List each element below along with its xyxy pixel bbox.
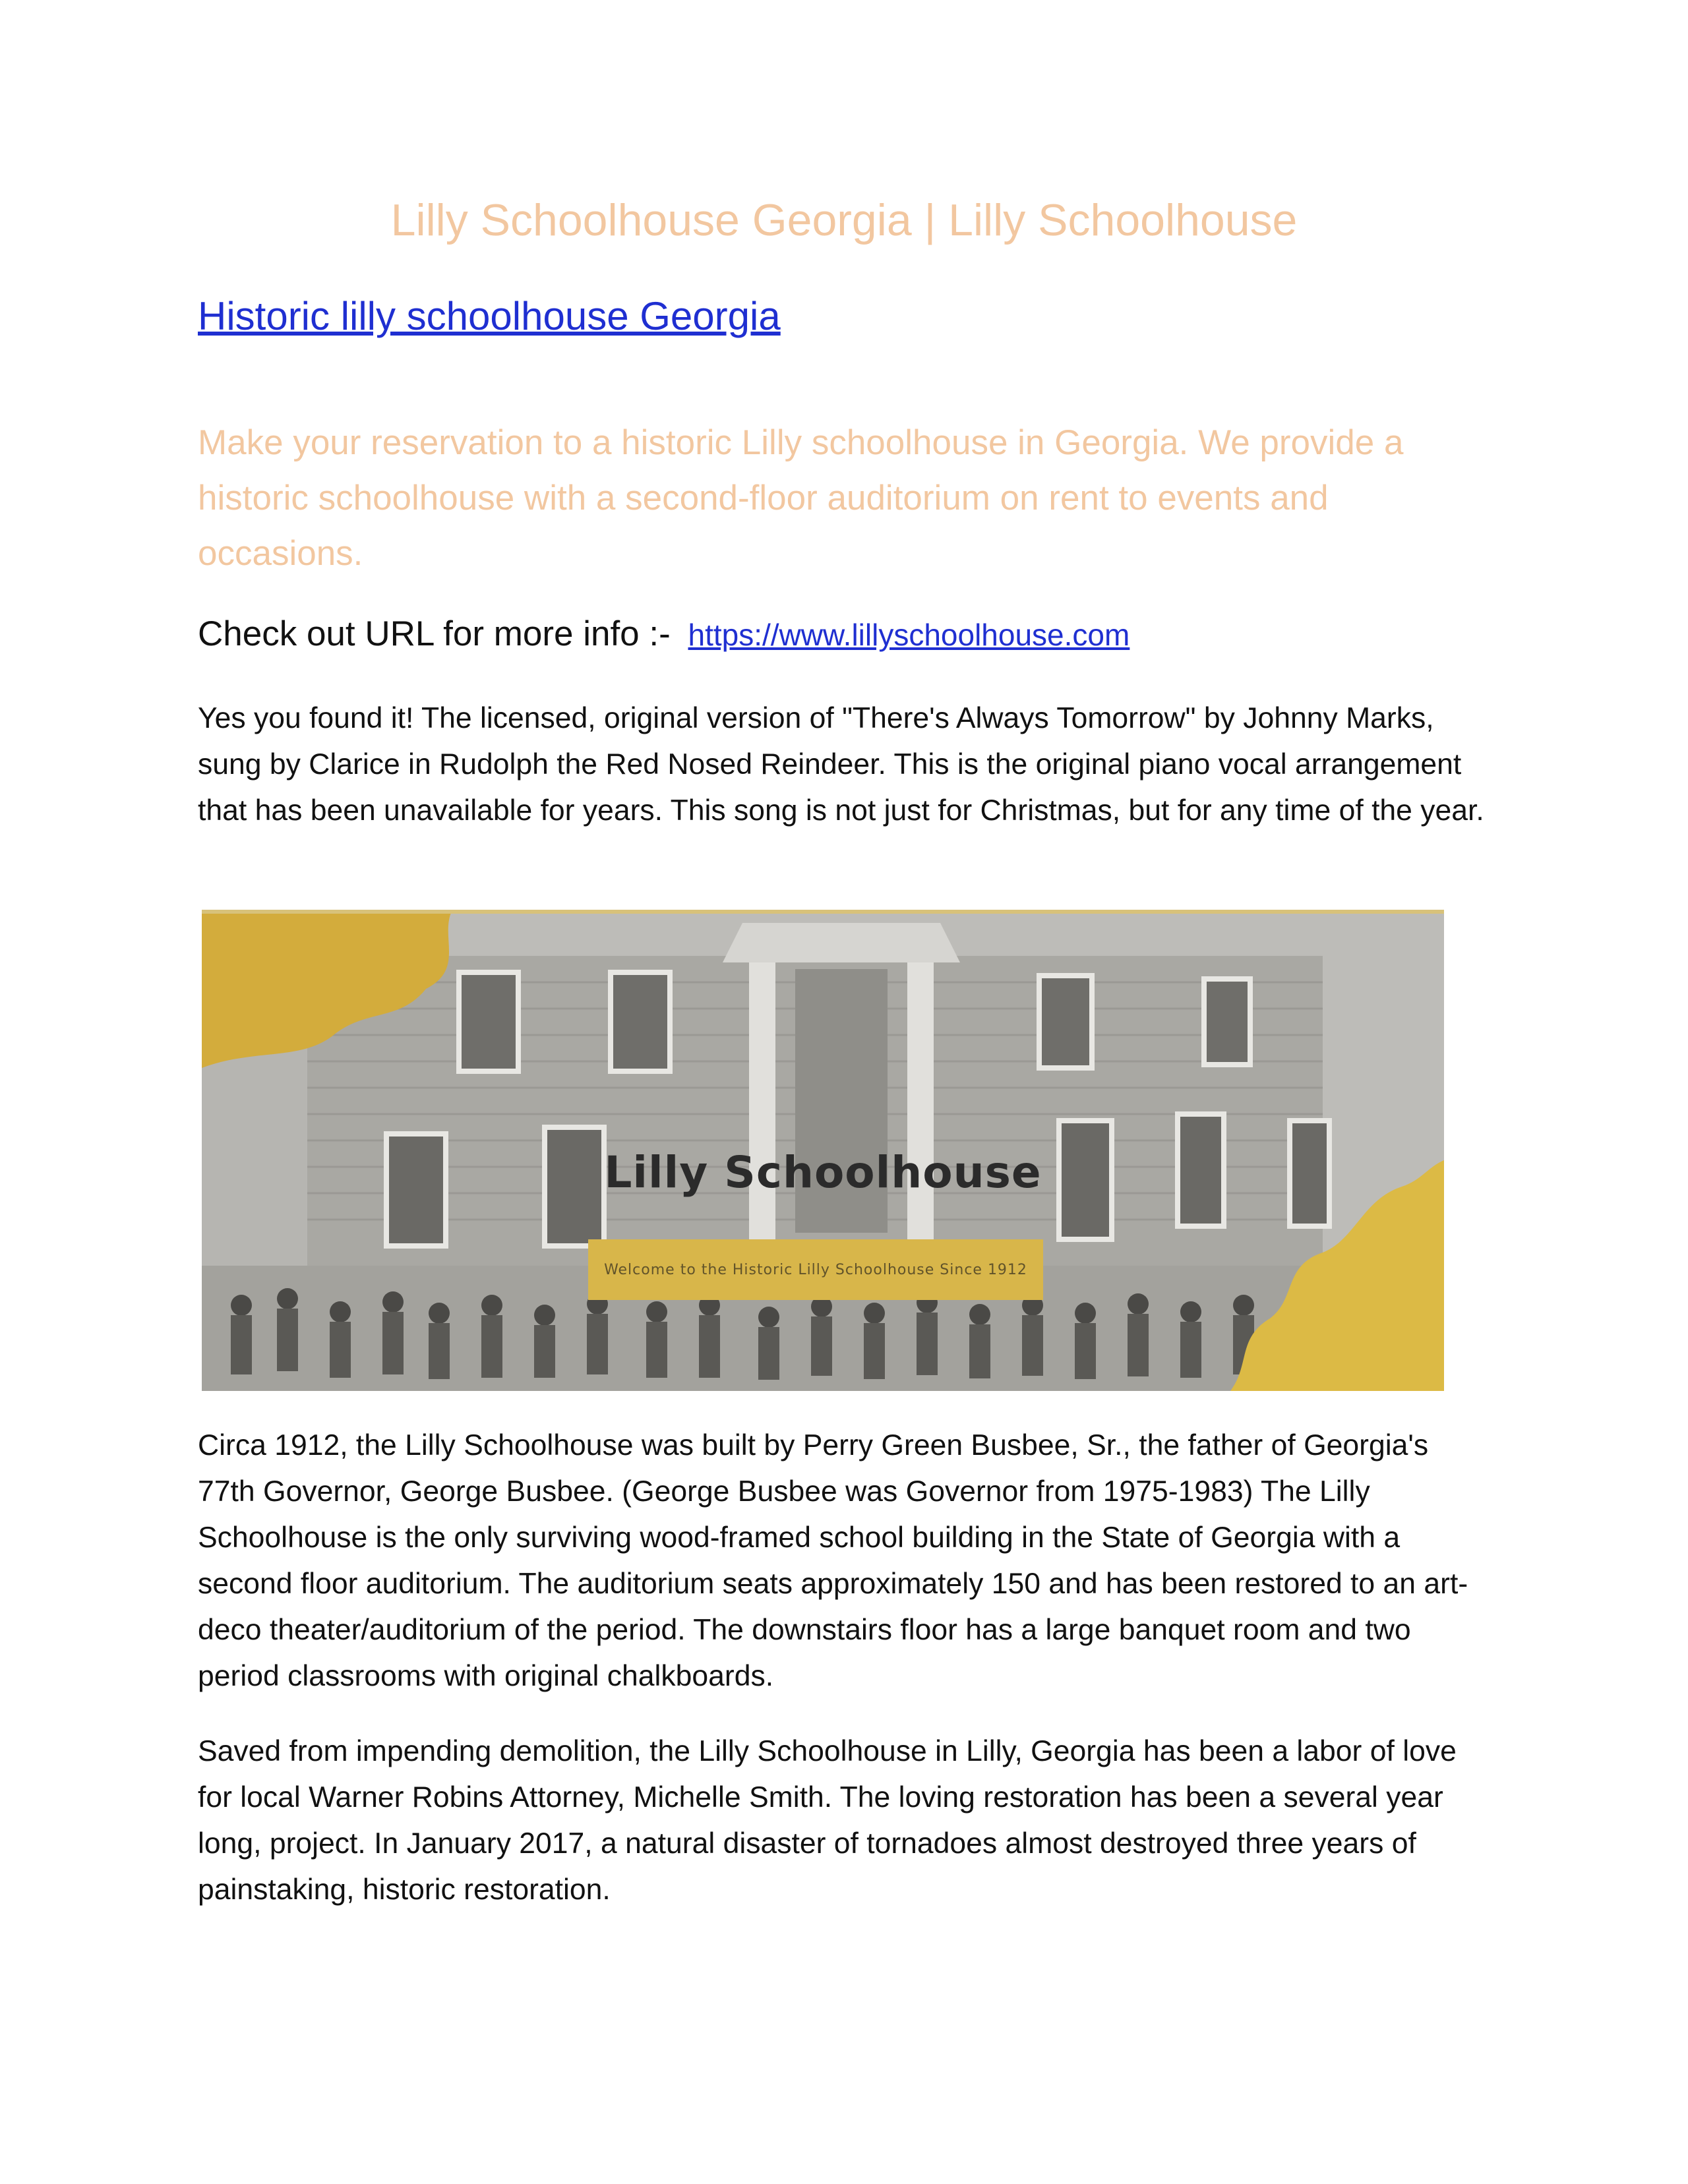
paragraph-song: Yes you found it! The licensed, original version of "There's Always Tomorrow" by Johnny Marks, sung by Clarice in Rudolph the Red Nosed Reindeer. This is the original piano vocal arrangement that has been unavailable for years. This song is not just for Christmas, but for any time of the year. (198, 702, 1484, 827)
schoolhouse-photo (202, 910, 1444, 1391)
document-title: Lilly Schoolhouse Georgia | Lilly Schoolhouse (390, 195, 1298, 245)
paragraph-history: Circa 1912, the Lilly Schoolhouse was built by Perry Green Busbee, Sr., the father of Georgia's 77th Governor, George Busbee. (George Busbee was Governor from 1975-1983) The Lilly Schoolhouse is the only surviving wood-framed school building in the State of Georgia with a second floor auditorium. The auditorium seats approximately 150 and has been restored to an art-deco theater/auditorium of the period. The downstairs floor has a large banquet room and two period classrooms with original chalkboards. (198, 1429, 1468, 1692)
heading-link[interactable]: Historic lilly schoolhouse Georgia (198, 294, 781, 338)
photo-title: Lilly Schoolhouse (604, 1147, 1042, 1198)
url-line (198, 616, 1130, 651)
paragraph-restoration: Saved from impending demolition, the Lilly Schoolhouse in Lilly, Georgia has been a labor of love for local Warner Robins Attorney, Michelle Smith. The loving restoration has been a several year long, project. In January 2017, a natural disaster of tornadoes almost destroyed three years of painstaking, historic restoration. (198, 1735, 1457, 1906)
website-link[interactable]: https://www.lillyschoolhouse.com (688, 618, 1130, 652)
photo-banner (588, 1239, 1043, 1300)
url-label: Check out URL for more info :- (198, 614, 671, 653)
intro-text: Make your reservation to a historic Lilly schoolhouse in Georgia. We provide a historic schoolhouse with a second-floor auditorium on rent to events and occasions. (198, 423, 1404, 573)
photo-banner-text: Welcome to the Historic Lilly Schoolhouse Since 1912 (604, 1261, 1027, 1278)
